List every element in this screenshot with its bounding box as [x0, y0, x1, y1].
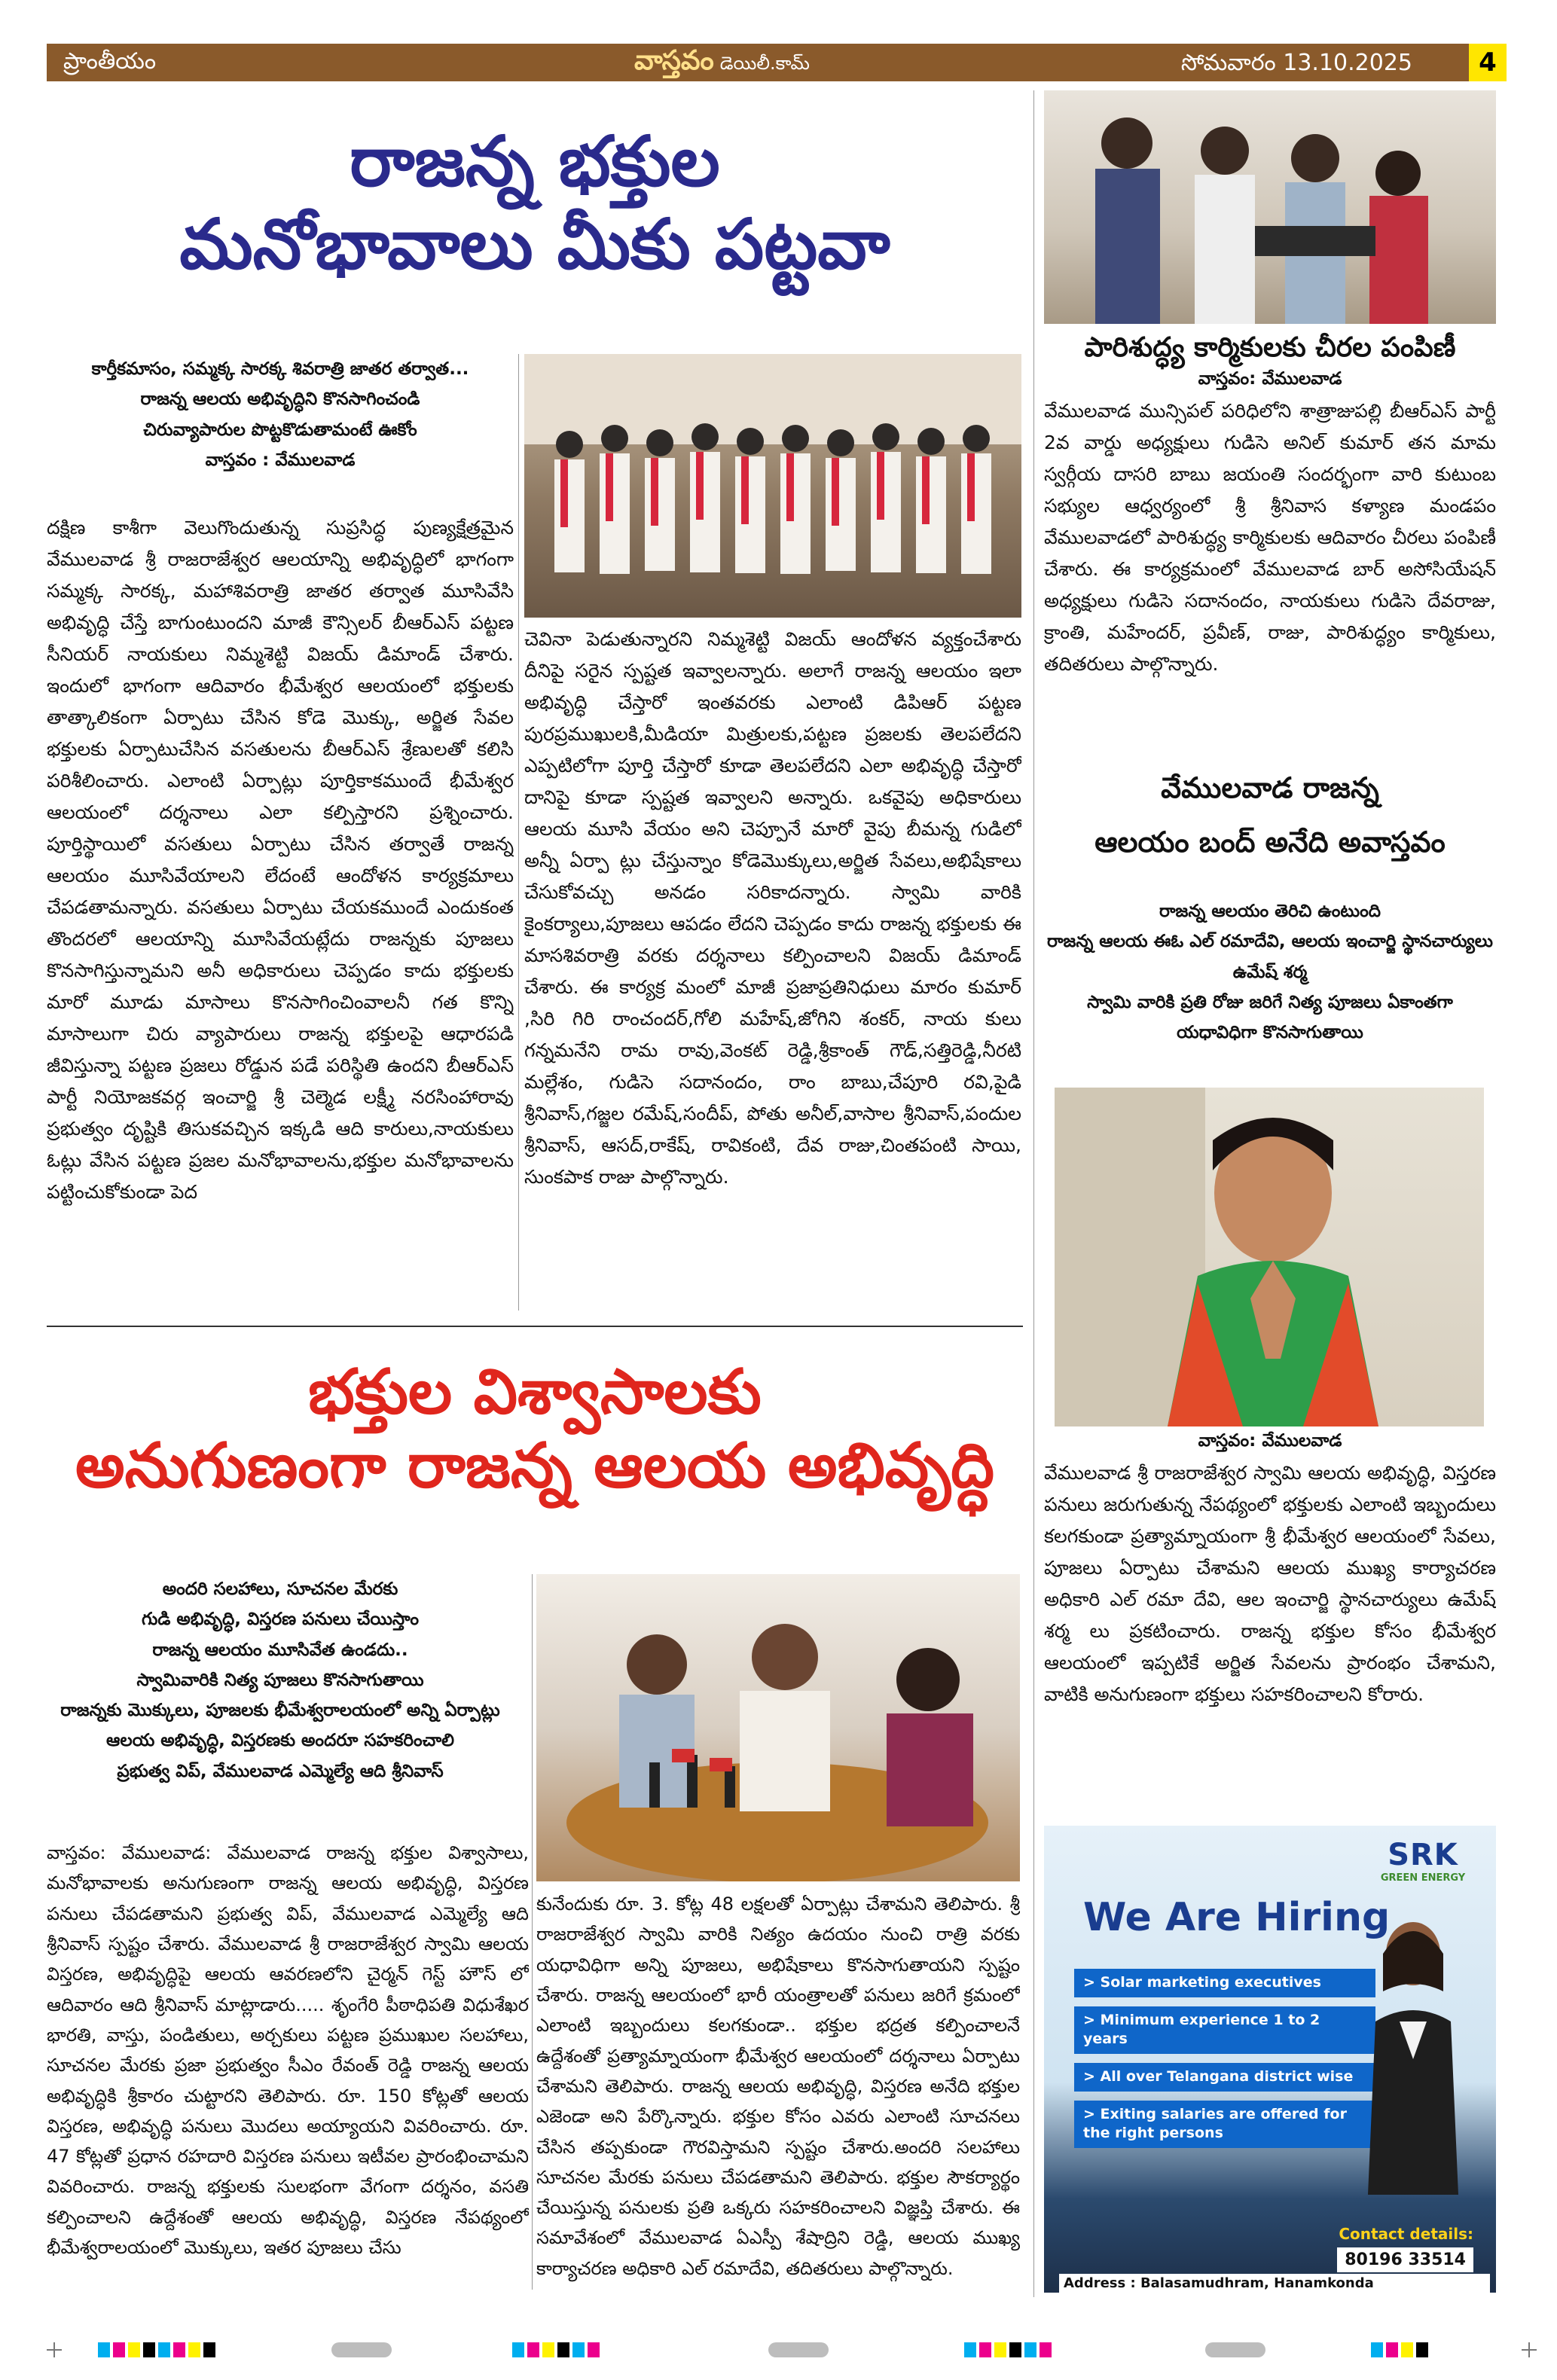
- page-number: 4: [1469, 44, 1507, 81]
- story4-deck-line: ఆలయ అభివృద్ధి, విస్తరణకు అందరూ సహకరించాలి: [106, 1731, 454, 1751]
- group-photo-placeholder: [524, 354, 1021, 618]
- contact-phone: 80196 33514: [1337, 2247, 1473, 2272]
- story1-photo: [524, 354, 1021, 618]
- story1-deck: [47, 354, 514, 475]
- story3-deck-line: రాజన్న ఆలయం తెరిచి ఉంటుంది: [1159, 902, 1381, 921]
- story3-deck-line: స్వామి వారికి ప్రతి రోజు జరిగే నిత్య పూజలు ఏకాంతగా యధావిధిగా కొనసాగుతాయి: [1087, 992, 1453, 1042]
- story4-headline-line1: భక్తుల విశ్వాసాలకు: [308, 1356, 762, 1428]
- ad-requirement: > Solar marketing executives: [1074, 1969, 1375, 1997]
- story3-body: వేములవాడ శ్రీ రాజరాజేశ్వర స్వామి ఆలయ అభివృద్ధి, విస్తరణ పనులు జరుగుతున్న నేపథ్యంలో భక్తులకు ఎలాంటి ఇబ్బందులు కలగకుండా ప్రత్యామ్నాయంగా శ్రీ భీమేశ్వర ఆలయంలో సేవలు, పూజలు ఏర్పాటు చేశామని ఆలయ ముఖ్య కార్యాచరణ అధికారి ఎల్ రమా దేవి, ఆల ఇంచార్జి స్థానచార్యులు ఉమేష్ శర్మ లు ప్రకటించారు. రాజన్న భక్తుల కోసం భీమేశ్వర ఆలయంలో ఇప్పటికే అర్జిత సేవలను ప్రారంభం చేశామని, వాటికి అనుగుణంగా భక్తులు సహకరించాలని కోరారు.: [1044, 1462, 1496, 1705]
- story1-column-1: దక్షిణ కాశీగా వెలుగొందుతున్న సుప్రసిద్ధ పుణ్యక్షేత్రమైన వేములవాడ శ్రీ రాజరాజేశ్వర ఆలయాన్ని అభివృద్ధిలో భాగంగా సమ్మక్క సారక్క, మహాశివరాత్రి జాతర తర్వాత మూసివేసి అభివృద్ధి చేస్తే బాగుంటుందని మాజీ కౌన్సిలర్ బీఆర్ఎస్ పట్టణ సీనియర్ నాయకులు నిమ్మశెట్టి విజయ్ డిమాండ్ చేశారు. ఇందులో భాగంగా ఆదివారం భీమేశ్వర ఆలయంలో భక్తులకు తాత్కాలికంగా ఏర్పాటు చేసిన కోడె మొక్కు, అర్జిత సేవల భక్తులకు ఏర్పాటుచేసిన వసతులను బీఆర్ఎస్ శ్రేణులతో కలిసి పరిశీలించారు. ఎలాంటి ఏర్పాట్లు పూర్తికాకముందే భీమేశ్వర ఆలయంలో దర్శనాలు ఎలా కల్పిస్తారని ప్రశ్నించారు. పూర్తిస్థాయిలో వసతులు ఏర్పాటు చేసిన తర్వాతే రాజన్న ఆలయం మూసివేయాలని లేదంటే ఆందోళన కార్యక్రమాలు చేపడతామన్నారు. వసతులు ఏర్పాటు చేయకముందే ఎందుకంత తొందరలో ఆలయాన్ని మూసివేయట్లేదు రాజన్నకు పూజలు కొనసాగిస్తున్నామని అనీ అధికారులు చెప్పడం కాదు భక్తులకు మారో మూడు మాసాలు కొనసాగించింవాలనీ గత కొన్ని మాసాలుగా చిరు వ్యాపారులు రాజన్న భక్తులపై ఆధారపడి జీవిస్తున్నా పట్టణ ప్రజలు రోడ్డున పడే పరిస్థితి ఉందని బీఆర్ఎస్ పార్టీ నియోజకవర్గ ఇంచార్జి శ్రీ చెల్మెడ లక్ష్మీ నరసింహారావు ప్రభుత్వం దృష్టికి తిసుకవచ్చిన ఇక్కడి ఆది కారులు,నాయకులు ఓట్లు వేసిన పట్టణ ప్రజల మనోభావాలను,భక్తుల మనోభావాలను పట్టించుకోకుండా పెద: [47, 517, 514, 1203]
- ad-requirement: > Exiting salaries are offered for the right persons: [1074, 2101, 1375, 2148]
- story1-headline-line1: రాజన్న భక్తుల: [350, 121, 720, 202]
- story2-dateline: వాస్తవం: వేములవాడ: [1198, 369, 1342, 389]
- contact-label: Contact details:: [1339, 2225, 1473, 2243]
- story1-dateline: వాస్తవం : వేములవాడ: [205, 450, 356, 470]
- story3-deck-line: రాజన్న ఆలయ ఈఓ ఎల్ రమాదేవి, ఆలయ ఇంచార్జి స్థానచార్యులు ఉమేష్ శర్మ: [1046, 932, 1494, 982]
- story4-photo: [536, 1574, 1020, 1881]
- ad-title: We Are Hiring: [1083, 1895, 1391, 1940]
- masthead: [634, 45, 810, 83]
- story4-deck-line: అందరి సలహాలు, సూచనల మేరకు: [162, 1579, 398, 1599]
- story1-headline: [45, 121, 1024, 287]
- story1-headline-line2: మనోభావాలు మీకు పట్టవా: [179, 204, 890, 285]
- ad-requirements-list: [1074, 1969, 1375, 2157]
- story3-deck: [1044, 896, 1496, 1048]
- story2-headline: పారిశుద్ధ్య కార్మికులకు చీరల పంపిణీ: [1084, 332, 1456, 363]
- story4-column-1: వాస్తవం: వేములవాడ: వేములవాడ రాజన్న భక్తుల విశ్వాసాలు, మనోభావాలకు అనుగుణంగా రాజన్న ఆలయ అభివృద్ధి, విస్తరణ పనులు చేపడతామని ప్రభుత్వ విప్, వేములవాడ ఎమ్మెల్యే ఆది శ్రీనివాస్ స్పష్టం చేశారు. వేములవాడ శ్రీ రాజరాజేశ్వర స్వామి ఆలయ విస్తరణ, అభివృద్ధిపై ఆలయ ఆవరణలోని చైర్మన్ గెస్ట్ హౌస్ లో ఆదివారం ఆది శ్రీనివాస్ మాట్లాడారు..... శృంగేరి పీఠాధిపతి విధుశేఖర భారతి, వాస్తు, పండితులు, అర్చకులు పట్టణ ప్రముఖుల సలహాలు, సూచనల మేరకు ప్రజా ప్రభుత్వం సీఎం రేవంత్ రెడ్డి రాజన్న ఆలయ అభివృద్ధికి శ్రీకారం చుట్టారని తెలిపారు. రూ. 150 కోట్లతో ఆలయ విస్తరణ, అభివృద్ధి పనులు మొదలు అయ్యాయని వివరించారు. రూ. 47 కోట్లతో ప్రధాన రహదారి విస్తరణ పనులు ఇటీవల ప్రారంభించామని వివరించారు. రాజన్న భక్తులకు సులభంగా వేగంగా దర్శనం, వసతి కల్పించాలని ఉద్దేశంతో ఆలయ అభివృద్ధి, విస్తరణ నేపథ్యంలో భీమేశ్వరాలయంలో మొక్కులు, ఇతర పూజలు చేసు: [47, 1842, 529, 2259]
- story4-headline-line2: అనుగుణంగా రాజన్న ఆలయ అభివృద్ధి: [75, 1430, 995, 1503]
- ad-requirement: > All over Telangana district wise: [1074, 2063, 1375, 2092]
- story3-headline: [1044, 761, 1496, 869]
- section-label: ప్రాంతీయం: [63, 48, 157, 75]
- column-divider: [1033, 90, 1034, 2297]
- story3-photo: [1055, 1088, 1484, 1426]
- story4-deck: [47, 1574, 514, 1787]
- story2-photo: [1044, 90, 1496, 324]
- saree-distribution-photo-placeholder: [1044, 90, 1496, 324]
- story1-deck-line: చిరువ్యాపారుల పొట్టకొడుతామంటే ఊకోం: [143, 420, 417, 440]
- logo-text: SRK: [1388, 1838, 1458, 1872]
- model-person-illustration: [1353, 1909, 1473, 2195]
- hiring-advertisement: [1044, 1826, 1496, 2293]
- story4-headline: [45, 1356, 1024, 1504]
- story2-body: వేములవాడ మున్సిపల్ పరిధిలోని శాత్రాజుపల్లి బీఆర్ఎస్ పార్టీ 2వ వార్డు అధ్యక్షులు గుడిసె అనిల్ కుమార్ తన మామ స్వర్గీయ దాసరి బాబు జయంతి సందర్భంగా వారి కుటుంబ సభ్యుల ఆధ్వర్యంలో శ్రీ శ్రీనివాస కళ్యాణ మండపం వేములవాడలో పారిశుద్ధ్య కార్మికులకు ఆదివారం చీరలు పంపిణీ చేశారు. ఈ కార్యక్రమంలో వేములవాడ బార్ అసోసియేషన్ అధ్యక్షులు గుడిసె సదానందం, నాయకులు గుడిసె దేవరాజు, క్రాంతి, మహేందర్, ప్రవీణ్, రాజు, పారిశుద్ధ్యం కార్మికులు, తదితరులు పాల్గొన్నారు.: [1044, 400, 1496, 675]
- column-divider: [518, 354, 519, 1311]
- logo-subtext: GREEN ENERGY: [1380, 1872, 1466, 1884]
- srk-logo: [1366, 1838, 1479, 1890]
- color-bar-strip: [0, 2335, 1557, 2365]
- ad-requirement: > Minimum experience 1 to 2 years: [1074, 2006, 1375, 2054]
- story4-column-2: కునేందుకు రూ. 3. కోట్ల 48 లక్షలతో ఏర్పాట్లు చేశామని తెలిపారు. శ్రీ రాజరాజేశ్వర స్వామి వారికి నిత్యం ఉదయం నుంచి రాత్రి వరకు యధావిధిగా అన్ని పూజలు, అభిషేకాలు కొనసాగుతాయని స్పష్టం చేశారు. రాజన్న ఆలయంలో భారీ యంత్రాలతో పనులు జరిగే క్రమంలో ఎలాంటి ఇబ్బందులు కలగకుండా.. భక్తుల భద్రత కల్పించాలనే ఉద్దేశంతో ప్రత్యామ్నాయంగా భీమేశ్వర ఆలయంలో దర్శనాలు ఏర్పాటు చేశామని తెలిపారు. రాజన్న ఆలయ అభివృద్ధి, విస్తరణ అనేది భక్తుల ఎజెండా అని పేర్కొన్నారు. భక్తుల కోసం ఎవరు ఎలాంటి సూచనలు చేసిన తప్పకుండా గౌరవిస్తామని స్పష్టం చేశారు.అందరి సలహాలు సూచనల మేరకు పనులు చేపడతామని తెలిపారు. భక్తుల సౌకర్యార్థం చేయిస్తున్న పనులకు ప్రతి ఒక్కరు సహకరించాలని విజ్ఞప్తి చేశారు. ఈ సమావేశంలో వేములవాడ ఏఎస్పీ శేషాద్రిని రెడ్డి, ఆలయ ముఖ్య కార్యాచరణ అధికారి ఎల్ రమాదేవి, తదితరులు పాల్గొన్నారు.: [536, 1893, 1020, 2279]
- page-header: [47, 44, 1503, 81]
- press-meet-photo-placeholder: [536, 1574, 1020, 1881]
- story3-dateline: వాస్తవం: వేములవాడ: [1198, 1431, 1342, 1451]
- story4-deck-line: ప్రభుత్వ విప్, వేములవాడ ఎమ్మెల్యే ఆది శ్రీనివాస్: [117, 1761, 444, 1781]
- story3-headline-line1: వేములవాడ రాజన్న: [1161, 771, 1379, 804]
- brand-name: వాస్తవం: [634, 45, 714, 76]
- story4-deck-line: రాజన్న ఆలయం మూసివేత ఉండదు..: [152, 1640, 408, 1660]
- print-registration-marks: [0, 2335, 1557, 2365]
- story1-deck-line: కార్తీకమాసం, సమ్మక్క సారక్క శివరాత్రి జాతర తర్వాత...: [91, 359, 469, 379]
- story4-deck-line: స్వామివారికి నిత్య పూజలు కొనసాగుతాయి: [136, 1670, 424, 1690]
- story1-deck-line: రాజన్న ఆలయ అభివృద్ధిని కొనసాగించండి: [140, 389, 420, 410]
- story4-deck-line: గుడి అభివృద్ధి, విస్తరణ పనులు చేయిస్తాం: [141, 1610, 420, 1630]
- issue-date: సోమవారం 13.10.2025: [1180, 50, 1412, 76]
- ad-address: Address : Balasamudhram, Hanamkonda: [1059, 2274, 1490, 2293]
- brand-site: డెయిలీ.కామ్: [719, 53, 810, 74]
- story3-headline-line2: ఆలయం బంద్ అనేది అవాస్తవం: [1094, 825, 1446, 859]
- story-divider: [47, 1326, 1023, 1327]
- portrait-photo-placeholder: [1055, 1088, 1484, 1426]
- column-divider: [532, 1574, 533, 2290]
- story4-deck-line: రాజన్నకు మొక్కులు, పూజలకు భీమేశ్వరాలయంలో అన్ని ఏర్పాట్లు: [60, 1701, 500, 1720]
- story1-column-2: చెవినా పెడుతున్నారని నిమ్మశెట్టి విజయ్ ఆందోళన వ్యక్తంచేశారు దీనిపై సరైన స్పష్టత ఇవ్వాలన్నారు. అలాగే రాజన్న ఆలయం ఇలా అభివృద్ధి చేస్తారో ఇంతవరకు ఎలాంటి డిపిఆర్ పట్టణ పురప్రముఖులకి,మీడియా మిత్రులకు,పట్టణ ప్రజలకు తెలపలేదని ఎప్పటిలోగా పూర్తి చేస్తారో కూడా తెలపలేదని ఎలా అభివృద్ధి చేస్తారో దానిపై కూడా స్పష్టత ఇవ్వాలని అన్నారు. ఒకవైపు అధికారులు ఆలయ మూసి వేయం అని చెప్పూనే మారో వైపు బీమన్న గుడిలో అన్నీ ఏర్పా ట్లు చేస్తున్నాం కోడెమొక్కులు,అర్జిత సేవలు,అభిషేకాలు చేసుకోవచ్చు అనడం సరికాదన్నారు. స్వామి వారికి కైంకర్యాలు,పూజలు ఆపడం లేదని చెప్పడం కాదు రాజన్న భక్తులకు ఈ మాసశివరాత్రి వరకు దర్శనాలు కల్పించాలని విజయ్ డిమాండ్ చేశారు. ఈ కార్యక్ర మంలో మాజీ ప్రజాప్రతినిధులు మారం కుమార్ ,సిరి గిరి రాంచందర్,గోలి మహేష్,జోగిని శంకర్, నాయ కులు గన్నమనేని రామ రావు,వెంకట్ రెడ్డి,శ్రీకాంత్ గౌడ్,సత్తిరెడ్డి,నీరటి మల్లేశం, గుడిసె సదానందం, రాం బాబు,చేపూరి రవి,పైడి శ్రీనివాస్,గజ్జల రమేష్,సందీప్, పోతు అనీల్,వాసాల శ్రీనివాస్,పందుల శ్రీనివాస్, ఆసద్,రాకేష్, రావికంటి, దేవ రాజు,చింతపంటి సాయి, సుంకపాక రాజు పాల్గొన్నారు.: [524, 628, 1021, 1188]
